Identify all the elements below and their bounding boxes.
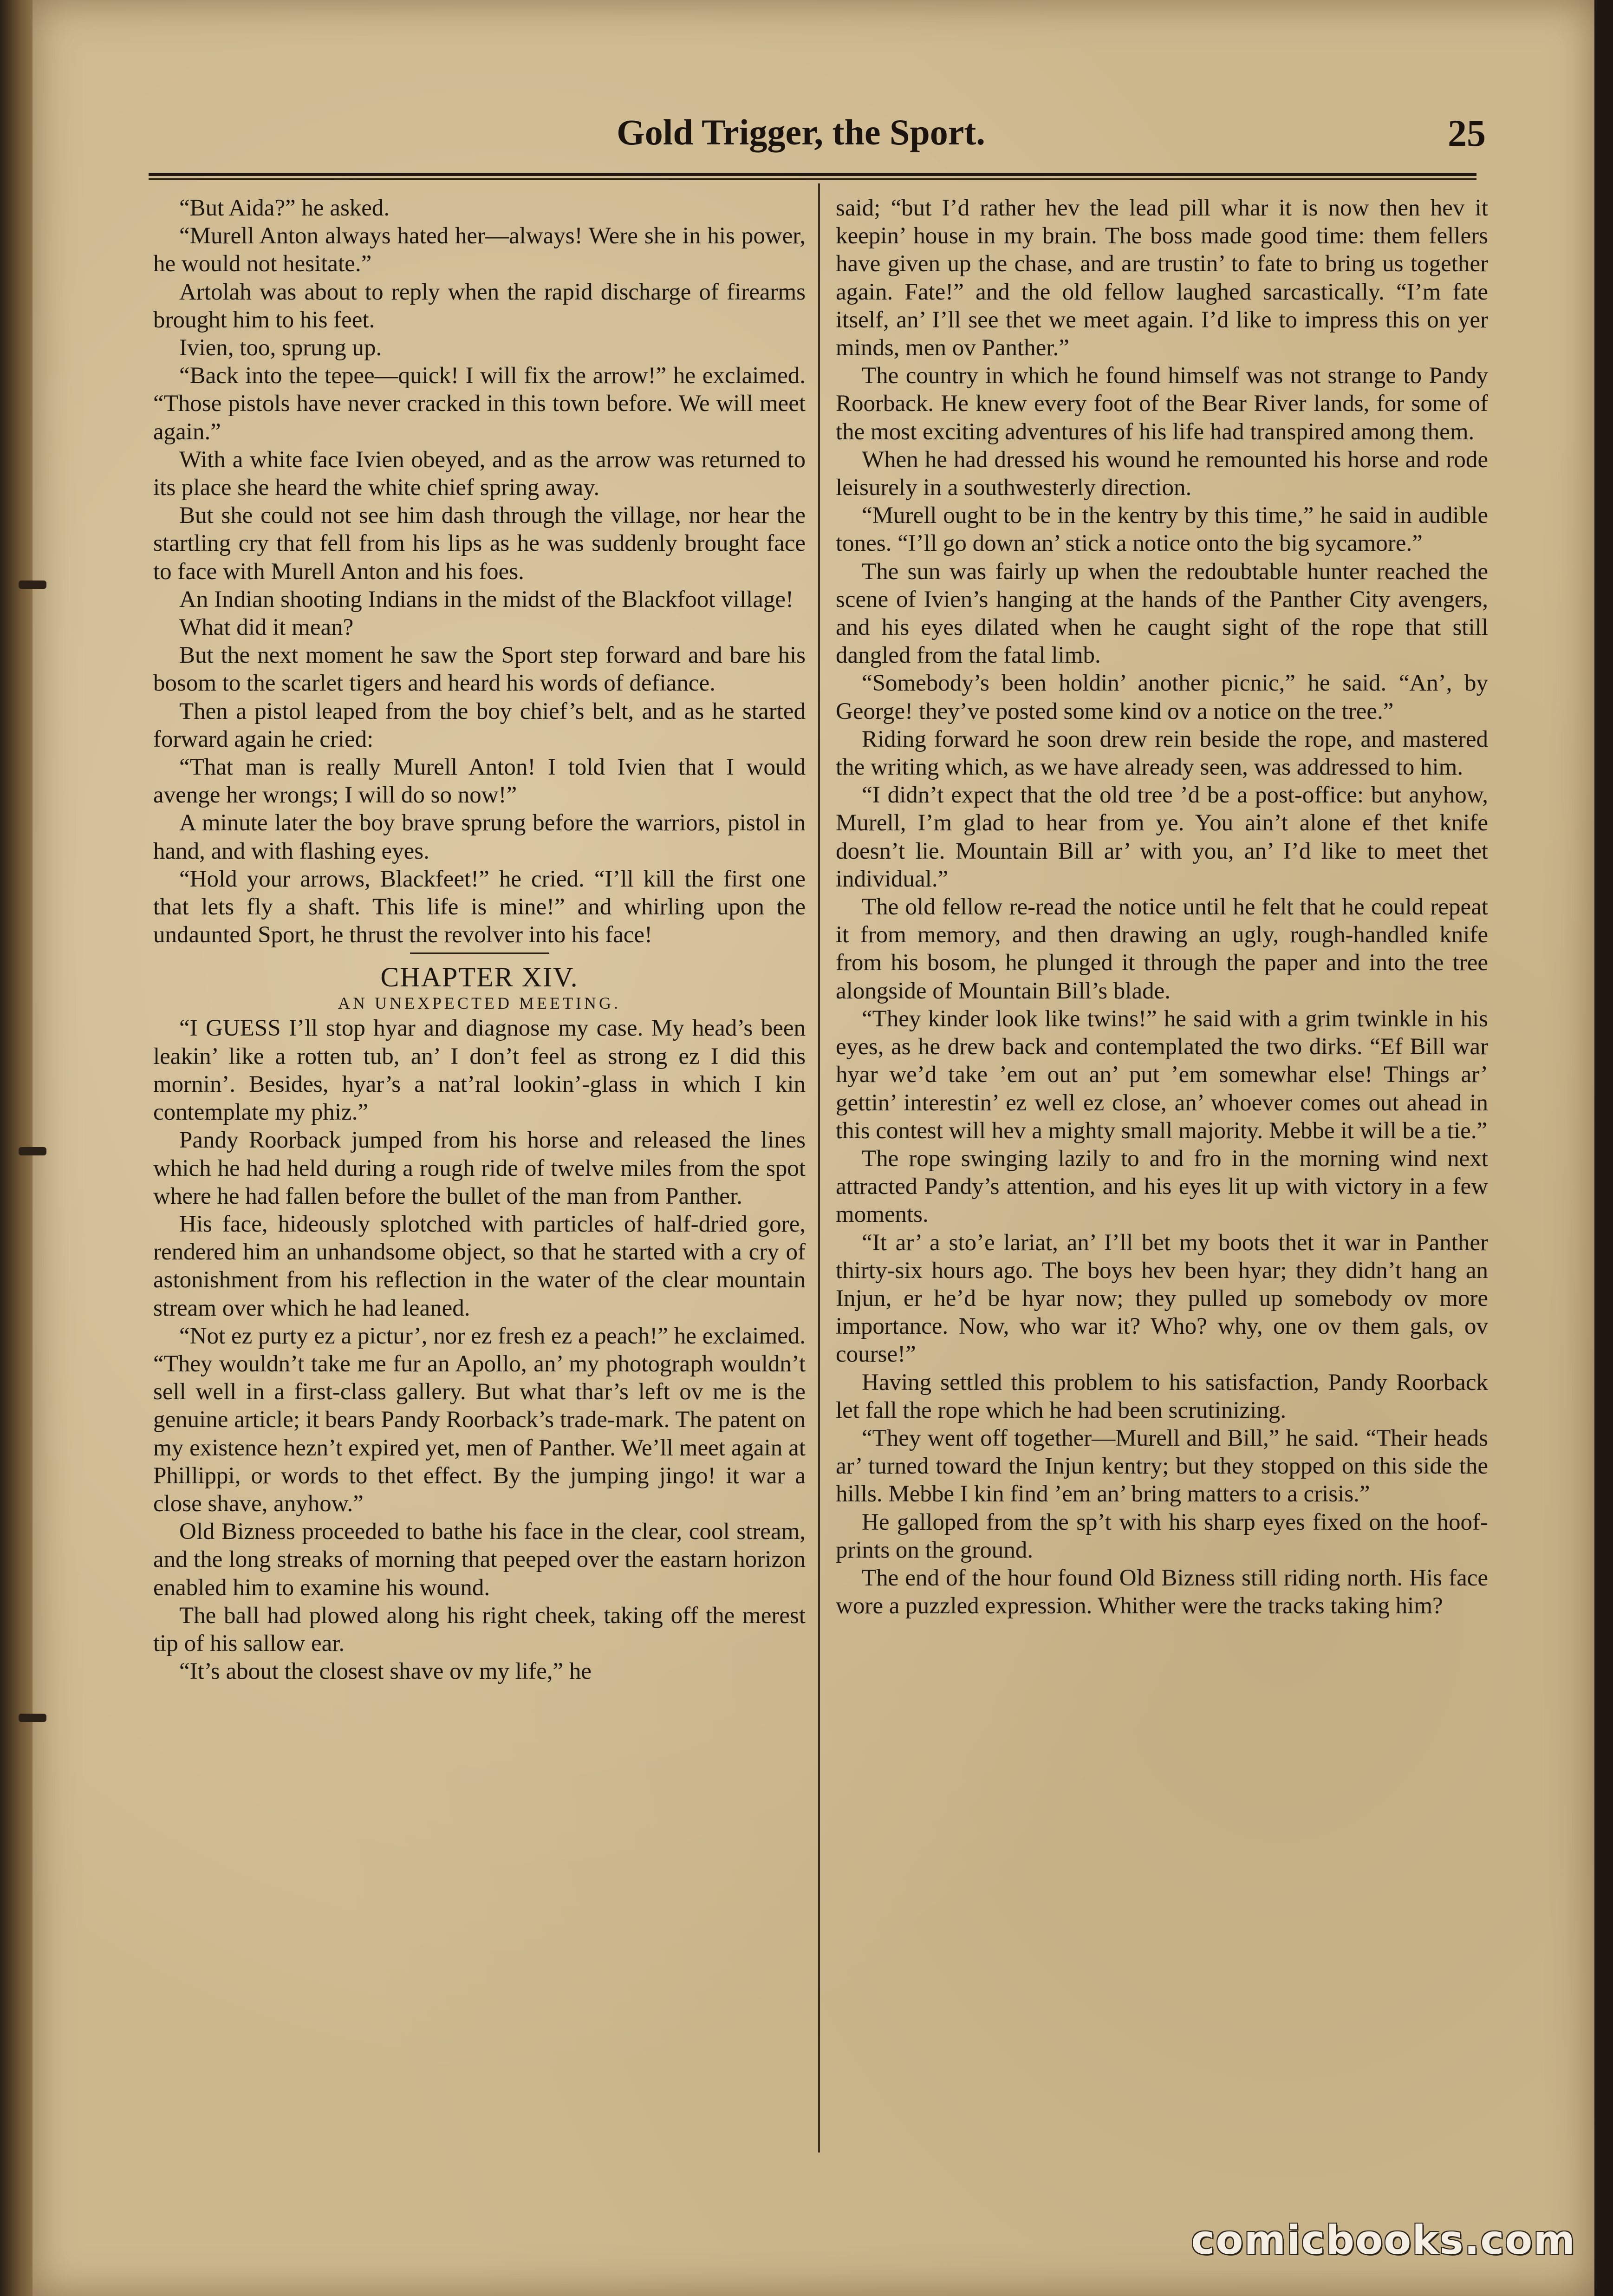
chapter-subtitle: AN UNEXPECTED MEETING.	[338, 994, 621, 1013]
chapter-title: CHAPTER XIV.	[380, 962, 579, 993]
paragraph: “Not ez purty ez a pictur’, nor ez fresh ez a peach!” he exclaimed. “They wouldn’t take me fur an Apollo, an’ my photograph wouldn’t sell well in a first-class gallery. But what thar’s left ov me is the genuine article; it bears Pandy Roorback’s trade-mark. The patent on my existence hezn’t expired yet, men of Panther. We’ll meet again at Phillippi, or words to thet effect. By the jumping jingo! it war a close shave, anyhow.”	[153, 1323, 806, 1517]
binding-stitch	[19, 581, 46, 589]
running-title: Gold Trigger, the Sport.	[617, 112, 985, 152]
page-number: 25	[1448, 112, 1486, 154]
paragraph: His face, hideously splotched with particles of half-dried gore, rendered him an unhandsome object, so that he started with a cry of astonishment from his reflection in the water of the clear mountain stream over which he had leaned.	[153, 1211, 806, 1321]
paragraph: said; “but I’d rather hev the lead pill whar it is now then hev it keepin’ house in my brain. The boss made good time: them fellers have given up the chase, and are trustin’ to fate to bring us together again. Fate!” and the old fellow laughed sarcastically. “I’m fate itself, an’ I’ll see thet we meet again. I’d like to impress this on yer minds, men ov Panther.”	[836, 195, 1488, 361]
site-watermark: comicbooks.com	[1191, 2217, 1576, 2263]
paragraph: Then a pistol leaped from the boy chief’s belt, and as he started forward again he cried:	[153, 698, 806, 752]
left-column	[153, 194, 806, 1685]
paragraph: The sun was fairly up when the redoubtable hunter reached the scene of Ivien’s hanging at the hands of the Panther City avengers, and his eyes dilated when he caught sight of the rope that still dangled from the fatal limb.	[836, 558, 1488, 669]
paragraph: He galloped from the sp’t with his sharp eyes fixed on the hoof-prints on the ground.	[836, 1509, 1488, 1563]
right-column	[836, 194, 1488, 1620]
paragraph: The ball had plowed along his right cheek, taking off the merest tip of his sallow ear.	[153, 1602, 806, 1657]
paragraph: Ivien, too, sprung up.	[179, 335, 382, 361]
running-header	[116, 111, 1486, 163]
paragraph: The end of the hour found Old Bizness still riding north. His face wore a puzzled expression. Whither were the tracks taking him?	[836, 1565, 1488, 1619]
binding-stitch	[19, 1714, 46, 1722]
paragraph: “But Aida?” he asked.	[179, 195, 390, 221]
paragraph: “Hold your arrows, Blackfeet!” he cried. “I’ll kill the first one that lets fly a shaft. This life is mine!” and whirling upon the undaunted Sport, he thrust the revolver into his face!	[153, 866, 806, 948]
paragraph: “Murell ought to be in the kentry by this time,” he said in audible tones. “I’ll go down an’ stick a notice onto the big sycamore.”	[836, 502, 1488, 557]
paragraph: Old Bizness proceeded to bathe his face in the clear, cool stream, and the long streaks of morning that peeped over the eastarn horizon enabled him to examine his wound.	[153, 1519, 806, 1601]
paragraph: “Back into the tepee—quick! I will fix the arrow!” he exclaimed. “Those pistols have never cracked in this town before. We will meet again.”	[153, 363, 806, 445]
paragraph: “Murell Anton always hated her—always! Were she in his power, he would not hesitate.”	[153, 223, 806, 277]
paragraph: Having settled this problem to his satisfaction, Pandy Roorback let fall the rope which he had been scrutinizing.	[836, 1369, 1488, 1423]
paragraph: A minute later the boy brave sprung before the warriors, pistol in hand, and with flashing eyes.	[153, 810, 806, 864]
paragraph: “It ar’ a sto’e lariat, an’ I’ll bet my boots thet it war in Panther thirty-six hours ago. The boys hev been hyar; they didn’t hang an Injun, er he’d be hyar now; they pulled up somebody ov more importance. Now, who war it? Who? why, one ov them gals, ov course!”	[836, 1229, 1488, 1368]
paragraph: “I GUESS I’ll stop hyar and diagnose my case. My head’s been leakin’ like a rotten tub, an’ I don’t feel as strong ez I did this mornin’. Besides, hyar’s a nat’ral lookin’-glass in which I kin contemplate my phiz.”	[153, 1015, 806, 1126]
paragraph: “They went off together—Murell and Bill,” he said. “Their heads ar’ turned toward the Injun kentry; but they stopped on this side the hills. Mebbe I kin find ’em an’ bring matters to a crisis.”	[836, 1425, 1488, 1507]
paragraph: The rope swinging lazily to and fro in the morning wind next attracted Pandy’s attention, and his eyes lit up with victory in a few moments.	[836, 1145, 1488, 1228]
header-rule	[149, 173, 1476, 180]
paragraph: “They kinder look like twins!” he said with a grim twinkle in his eyes, as he drew back and contemplated the two dirks. “Ef Bill war hyar we’d take ’em out an’ put ’em somewhar else! Things ar’ gettin’ interestin’ ez well ez close, an’ whoever comes out ahead in this contest will hev a mighty small majority. Mebbe it will be a tie.”	[836, 1005, 1488, 1144]
paragraph: “Somebody’s been holdin’ another picnic,” he said. “An’, by George! they’ve posted some kind ov a notice on the tree.”	[836, 670, 1488, 724]
paragraph: “I didn’t expect that the old tree ’d be a post-office: but anyhow, Murell, I’m glad to hear from ye. You ain’t alone ef thet knife doesn’t lie. Mountain Bill ar’ with you, an’ I’d like to meet thet individual.”	[836, 782, 1488, 892]
paragraph: Riding forward he soon drew rein beside the rope, and mastered the writing which, as we have already seen, was addressed to him.	[836, 726, 1488, 781]
paragraph: An Indian shooting Indians in the midst of the Blackfoot village!	[179, 586, 793, 613]
paragraph: The country in which he found himself was not strange to Pandy Roorback. He knew every foot of the Bear River lands, for some of the most exciting adventures of his life had transpired among them.	[836, 363, 1488, 445]
binding-stitch	[19, 1147, 46, 1155]
column-divider	[818, 183, 820, 2152]
paragraph: Artolah was about to reply when the rapid discharge of firearms brought him to his feet.	[153, 279, 806, 333]
paragraph: The old fellow re-read the notice until he felt that he could repeat it from memory, and then drawing an ugly, rough-handled knife from his bosom, he plunged it through the paper and into the tree alongside of Mountain Bill’s blade.	[836, 894, 1488, 1004]
paragraph: What did it mean?	[179, 614, 354, 641]
paragraph: Pandy Roorback jumped from his horse and released the lines which he had held during a rough ride of twelve miles from the spot where he had fallen before the bullet of the man from Panther.	[153, 1127, 806, 1209]
paragraph: With a white face Ivien obeyed, and as the arrow was returned to its place she heard the white chief spring away.	[153, 446, 806, 501]
paragraph: When he had dressed his wound he remounted his horse and rode leisurely in a southwesterly direction.	[836, 446, 1488, 501]
paragraph: “That man is really Murell Anton! I told Ivien that I would avenge her wrongs; I will do so now!”	[153, 754, 806, 809]
chapter-rule	[410, 952, 549, 954]
paragraph: But the next moment he saw the Sport step forward and bare his bosom to the scarlet tigers and heard his words of defiance.	[153, 642, 806, 697]
paragraph: But she could not see him dash through the village, nor hear the startling cry that fell from his lips as he was suddenly brought face to face with Murell Anton and his foes.	[153, 502, 806, 585]
paragraph: “It’s about the closest shave ov my life,” he	[179, 1658, 592, 1685]
